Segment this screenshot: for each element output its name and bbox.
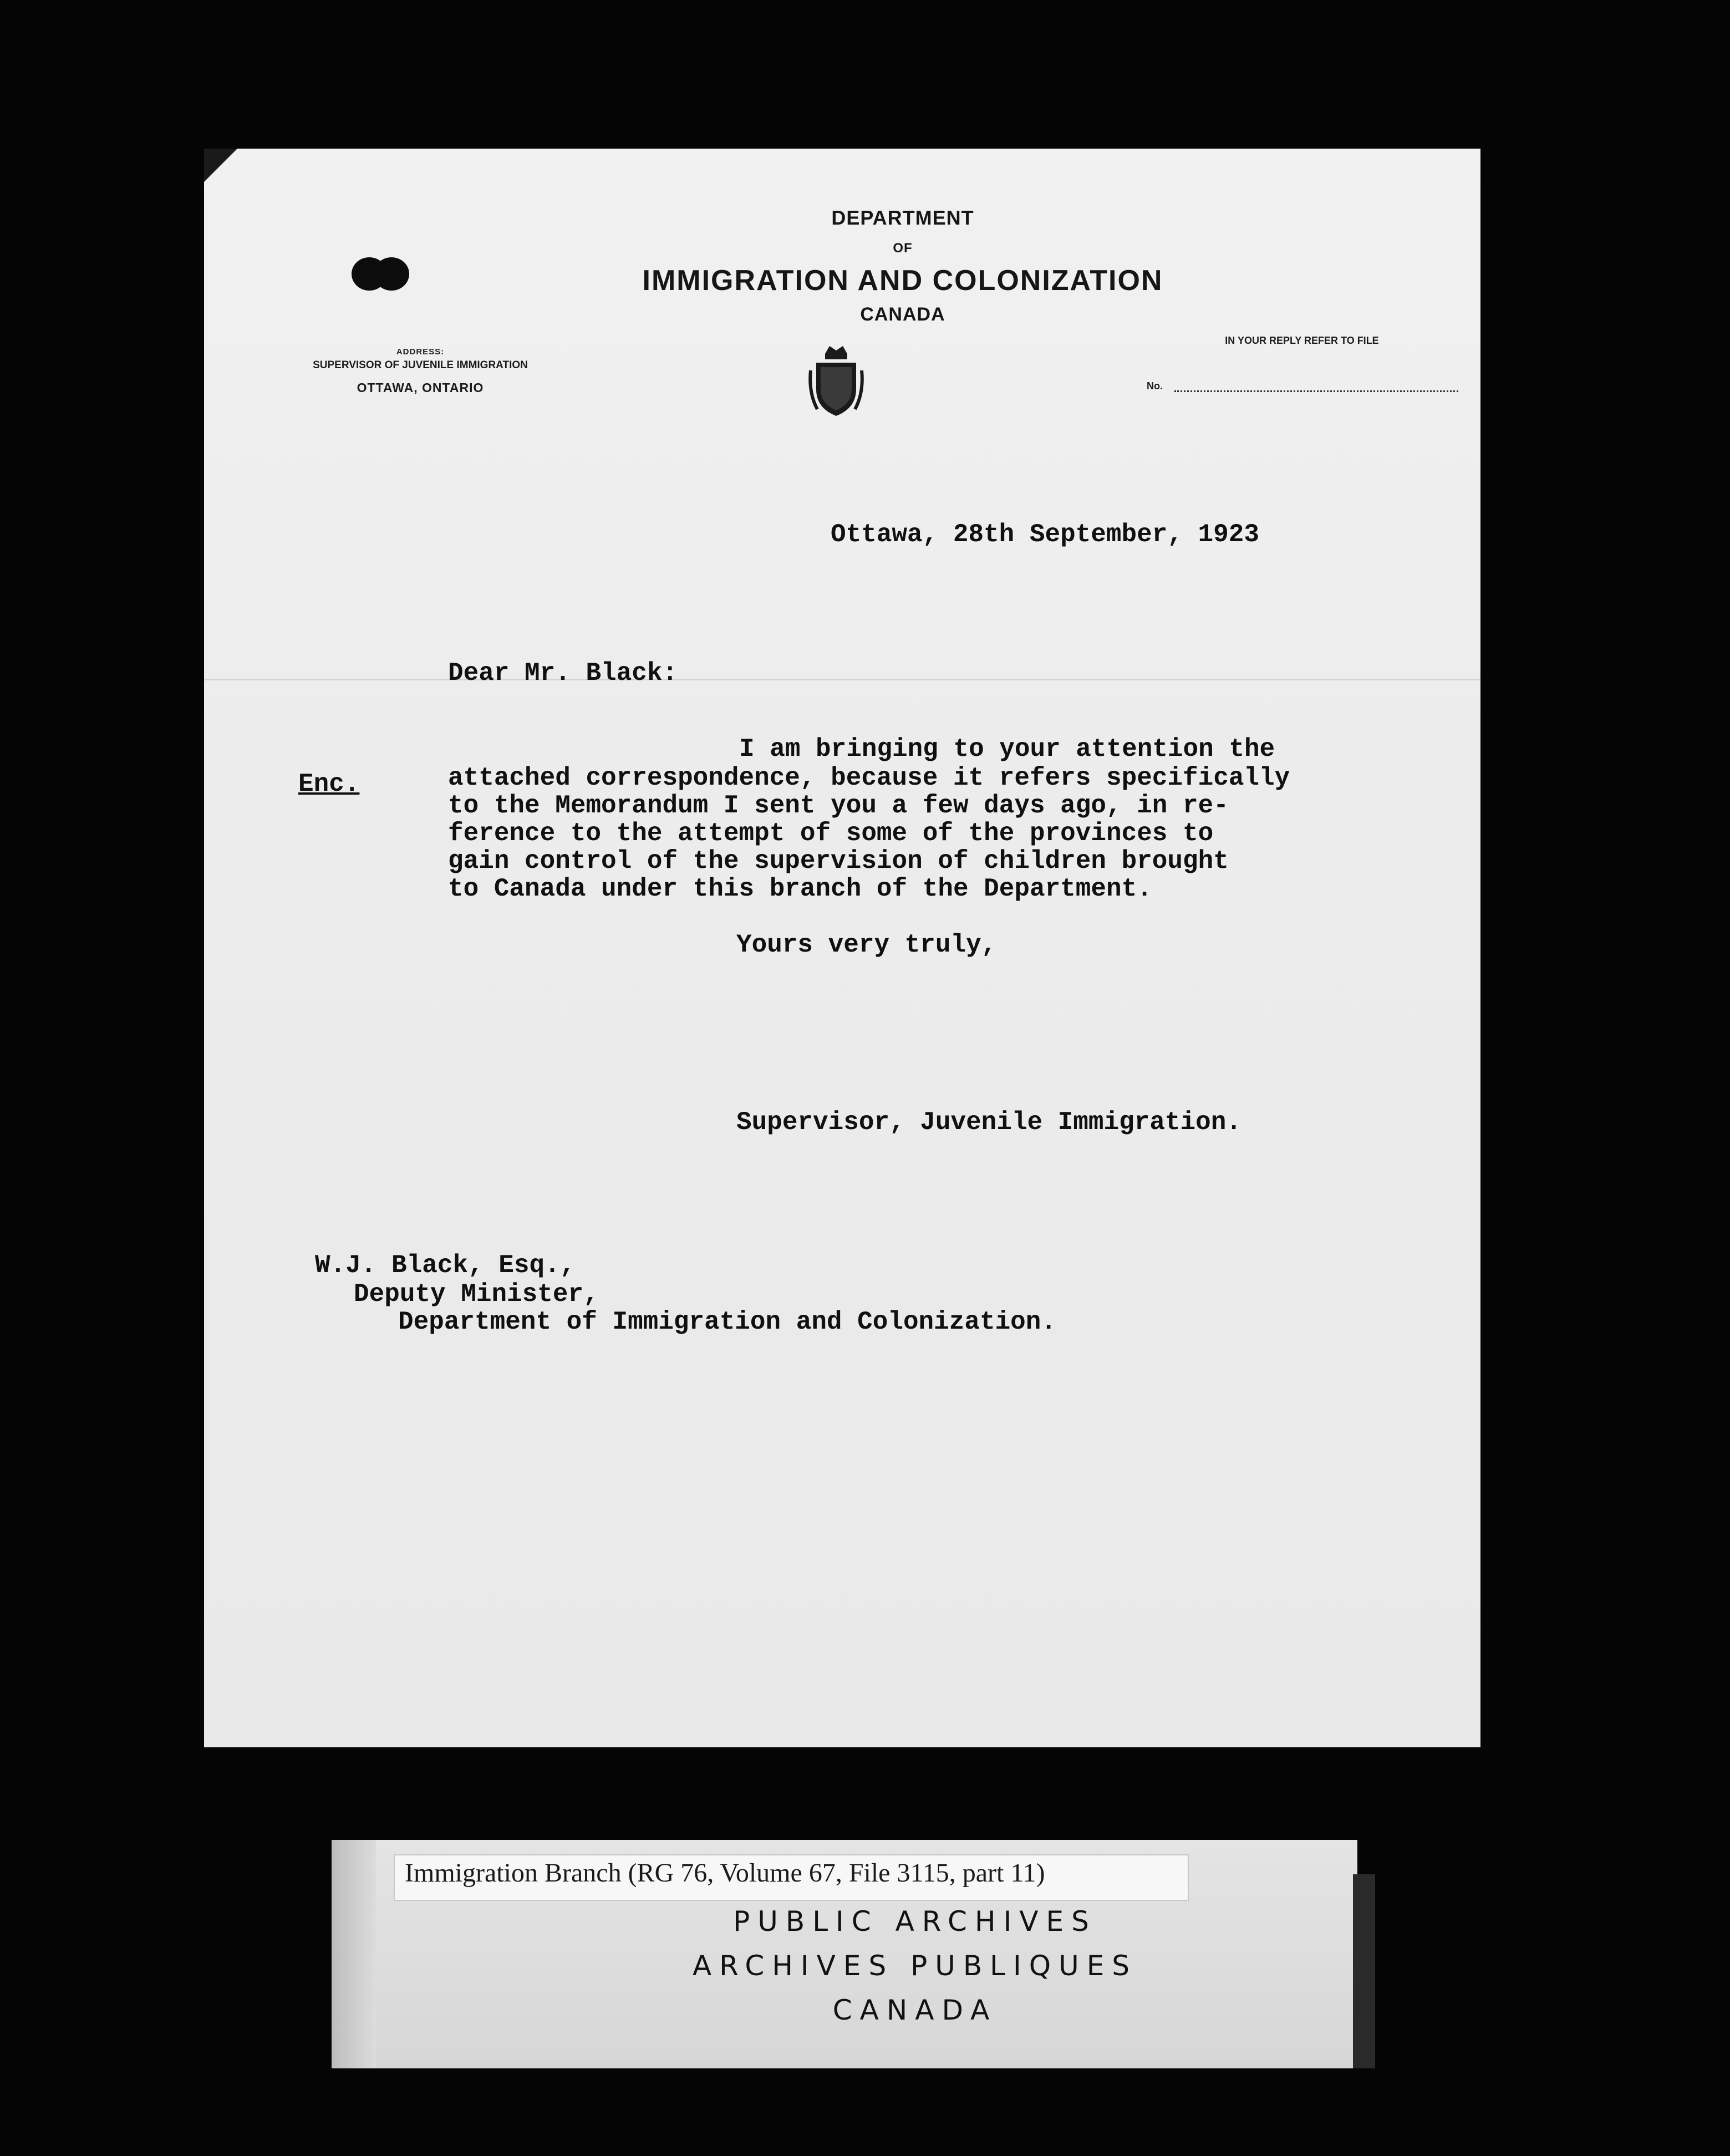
letterhead-department: DEPARTMENT: [831, 206, 974, 229]
body-line: ference to the attempt of some of the provinces to: [448, 819, 1214, 848]
punch-holes: [352, 257, 413, 291]
body-line: attached correspondence, because it refers specifically: [448, 764, 1290, 792]
signature-title: Supervisor, Juvenile Immigration.: [736, 1108, 1241, 1137]
archive-card-shadow: [1353, 1874, 1375, 2068]
address-line-1: SUPERVISOR OF JUVENILE IMMIGRATION: [313, 359, 528, 371]
letterhead-title: IMMIGRATION AND COLONIZATION: [642, 265, 1163, 297]
address-label: ADDRESS:: [396, 347, 445, 357]
closing: Yours very truly,: [736, 930, 997, 959]
body-line: to Canada under this branch of the Department.: [448, 874, 1152, 903]
enclosure-note: Enc.: [298, 770, 360, 799]
file-number-line: [1174, 390, 1458, 392]
letter-page: [204, 149, 1480, 1747]
letterhead-country: CANADA: [860, 304, 945, 325]
body-line: to the Memorandum I sent you a few days ago, in re-: [448, 791, 1229, 820]
coat-of-arms-icon: [808, 343, 864, 420]
letterhead-of: OF: [893, 241, 913, 256]
file-number-label: No.: [1147, 380, 1163, 391]
recipient-title: Deputy Minister,: [354, 1280, 599, 1309]
body-line: I am bringing to your attention the: [739, 735, 1275, 764]
recipient-department: Department of Immigration and Colonization.: [398, 1308, 1056, 1336]
archive-stamp-line-3: CANADA: [832, 1994, 998, 2026]
recipient-name: W.J. Black, Esq.,: [315, 1251, 576, 1280]
folded-corner: [204, 149, 237, 182]
letter-date: Ottawa, 28th September, 1923: [831, 520, 1259, 549]
address-line-2: OTTAWA, ONTARIO: [357, 380, 484, 395]
reply-refer-label: IN YOUR REPLY REFER TO FILE: [1225, 335, 1379, 346]
archive-stamp-line-1: PUBLIC ARCHIVES: [733, 1905, 1097, 1938]
salutation: Dear Mr. Black:: [448, 659, 678, 688]
body-line: gain control of the supervision of children brought: [448, 847, 1229, 876]
archive-stamp-line-2: ARCHIVES PUBLIQUES: [692, 1950, 1138, 1982]
archive-reference: Immigration Branch (RG 76, Volume 67, File 3115, part 11): [405, 1858, 1045, 1888]
